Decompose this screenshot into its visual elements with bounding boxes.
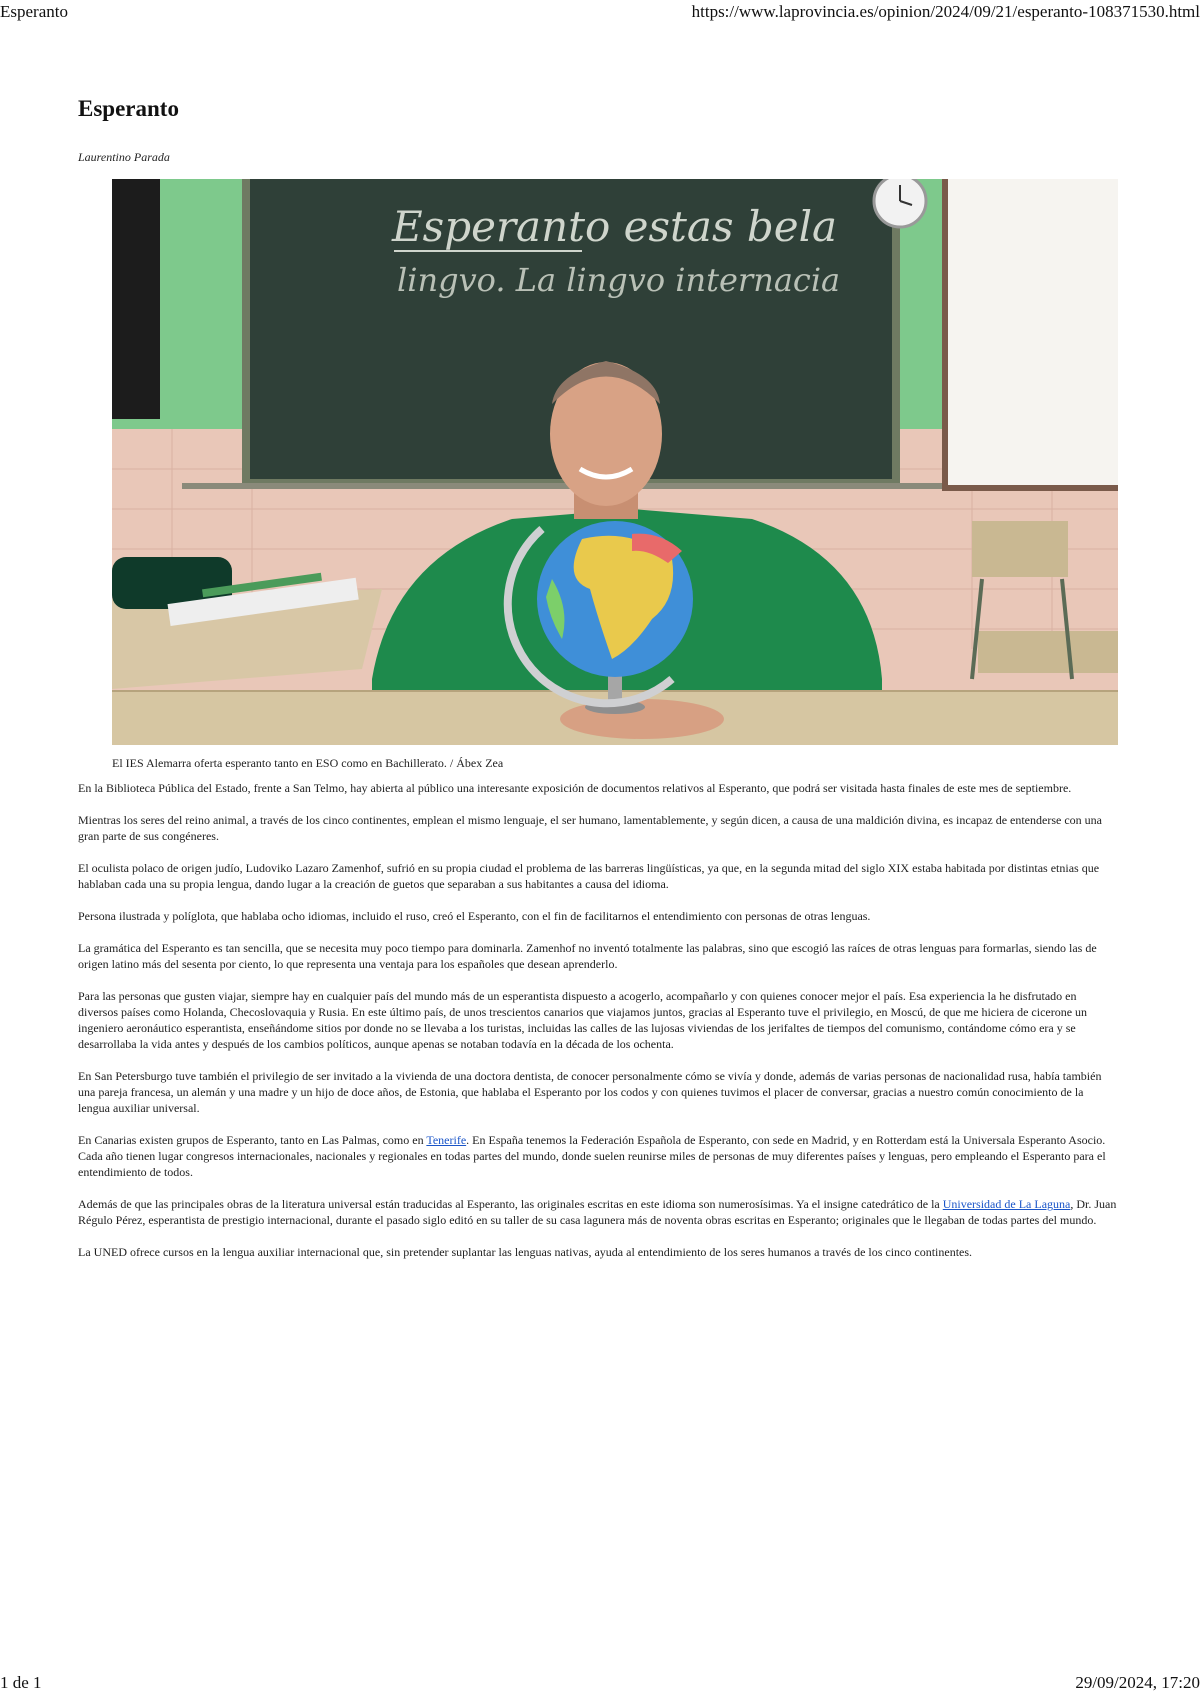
article-title: Esperanto (78, 96, 179, 121)
article-paragraph: La gramática del Esperanto es tan sencilla, que se necesita muy poco tiempo para dominarla. Zamenhof no inventó totalmente las palabras, sino que escogió las raíces de otras lenguas para formarlas, siendo las de origen latino más del sesenta por ciento, lo que representa una ventaja para los españoles que desean aprenderlo. (78, 941, 1097, 971)
print-footer-page: 1 de 1 (0, 1673, 42, 1692)
article-author: Laurentino Parada (78, 150, 170, 164)
article-paragraph-literatura (78, 1196, 1118, 1228)
dark-door (112, 179, 160, 419)
article-paragraph-canarias (78, 1132, 1118, 1180)
photo-caption: El IES Alemarra oferta esperanto tanto en ESO como en Bachillerato. / Ábex Zea (112, 756, 504, 770)
article-paragraph: Mientras los seres del reino animal, a través de los cinco continentes, emplean el mismo lenguaje, el ser humano, lamentablemente, y según dicen, a causa de una maldición divina, es incapaz de entenderse con una gran parte de sus congéneres. (78, 813, 1102, 843)
paragraph-text: En Canarias existen grupos de Esperanto, tanto en Las Palmas, como en (78, 1133, 427, 1147)
chalkboard-text-2: lingvo. La lingvo internacia (397, 261, 841, 299)
article (78, 96, 1118, 1276)
article-paragraph: El oculista polaco de origen judío, Ludoviko Lazaro Zamenhof, sufrió en su propia ciudad el problema de las barreras lingüísticas, ya que, en la segunda mitad del siglo XIX estaba habitada por distintas etnias que hablaban cada una su propia lengua, dando lugar a la creación de guetos que separaban a sus habitantes a causa del idioma. (78, 861, 1100, 891)
article-photo (112, 179, 1118, 745)
article-paragraph: La UNED ofrece cursos en la lengua auxiliar internacional que, sin pretender suplantar las lenguas nativas, ayuda al entendimiento de los seres humanos a través de los cinco continentes. (78, 1245, 973, 1259)
universidad-la-laguna-link[interactable]: Universidad de La Laguna (942, 1197, 1071, 1211)
chair-back (972, 521, 1068, 577)
article-paragraph: Para las personas que gusten viajar, siempre hay en cualquier país del mundo más de un esperantista dispuesto a acogerlo, acompañarlo y con quienes conocer mejor el país. Esa experiencia la he disfrutado en diversos países como Holanda, Checoslovaquia y Rusia. En este último país, de unos trescientos canarios que viajamos juntos, gracias al Esperanto tuve el privilegio, en Moscú, de que me hiciera de cicerone un ingeniero aeronáutico esperantista, enseñándome sitios por donde no se llevaba a los turistas, incluidas las calles de las lujosas viviendas de los jerifaltes de tiempos del comunismo, contándome cómo era y se desarrollaba la vida antes y después de los cambios políticos, aunque apenas se notaban todavía en la década de los ochenta. (78, 989, 1088, 1051)
article-paragraph: En San Petersburgo tuve también el privilegio de ser invitado a la vivienda de una doctora dentista, de conocer personalmente cómo se vivía y donde, además de varias personas de nacionalidad rusa, había también una pareja francesa, un alemán y una madre y un hijo de doce años, de Estonia, que hablaba el Esperanto por los codos y con quienes tuvimos el placer de conversar, gracias a nuestro común conocimiento de la lengua auxiliar universal. (78, 1069, 1102, 1115)
article-paragraph: Persona ilustrada y políglota, que hablaba ocho idiomas, incluido el ruso, creó el Esperanto, con el fin de facilitarnos el entendimiento con personas de otras lenguas. (78, 909, 871, 923)
chair-seat (978, 631, 1118, 673)
chalkboard-text-1: Esperanto estas bela (392, 202, 838, 251)
article-paragraph: En la Biblioteca Pública del Estado, frente a San Telmo, hay abierta al público una interesante exposición de documentos relativos al Esperanto, que podrá ser visitada hasta finales de este mes de septiembre. (78, 781, 1072, 795)
print-header-url: https://www.laprovincia.es/opinion/2024/09/21/esperanto-108371530.html (691, 2, 1200, 21)
paragraph-text: . En España tenemos la Federación Española de Esperanto, con sede en Madrid, y en Rotterdam está la Universala Esperanto Asocio. Cada año tienen lugar congresos internacionales, nacionales y regionales en todas partes del mundo, donde suelen reunirse miles de personas de muy diferentes países y lenguas, pero empleando el Esperanto para el entendimiento de todos. (78, 1133, 1106, 1179)
tenerife-link[interactable]: Tenerife (426, 1133, 467, 1147)
whiteboard (948, 179, 1118, 485)
print-header-title: Esperanto (0, 2, 68, 21)
chalk-ledge (182, 483, 942, 489)
print-footer-datetime: 29/09/2024, 17:20 (1075, 1673, 1200, 1692)
paragraph-text: Además de que las principales obras de la literatura universal están traducidas al Esperanto, las originales escritas en este idioma son numerosísimas. Ya el insigne catedrático de la (78, 1197, 943, 1211)
paragraph-text: , Dr. Juan Régulo Pérez, esperantista de prestigio internacional, durante el pasado siglo editó en su taller de su casa lagunera más de noventa obras escritas en Esperanto; originales que le llegaban de todas partes del mundo. (78, 1197, 1117, 1227)
